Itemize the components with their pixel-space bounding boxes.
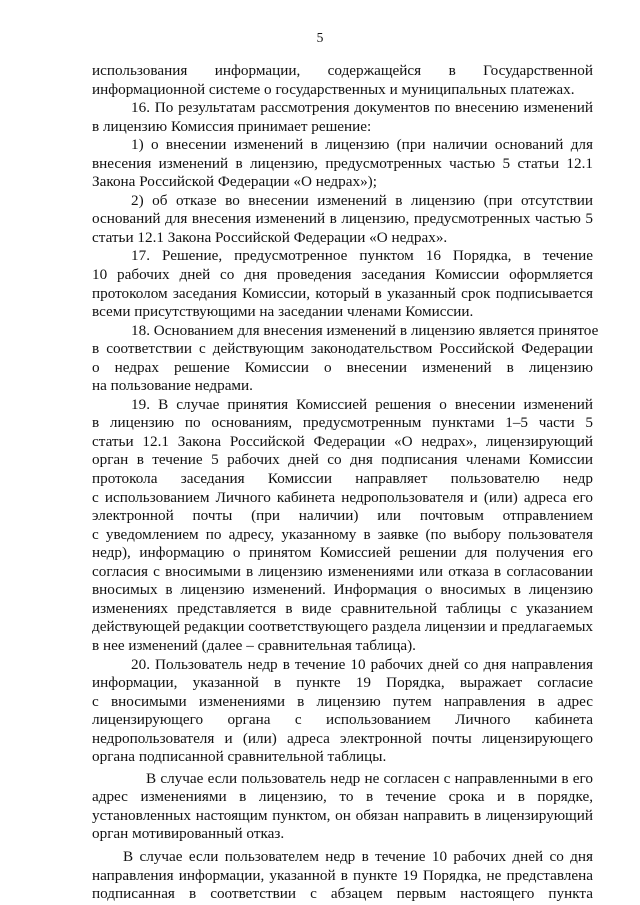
text-line: лицензирующего органа с использованием Личного кабинета [92,711,593,729]
text-line: согласия с вносимыми в лицензию изменениями или отказа в согласовании [92,562,593,580]
text-line: В случае если пользователем недр в течение 10 рабочих дней со дня [123,847,593,865]
text-line: 2) об отказе во внесении изменений в лицензию (при отсутствии [131,191,593,209]
text-line: в нее изменений (далее – сравнительная таблица). [92,636,416,654]
text-line: информации, указанной в пункте 19 Порядка, выражает согласие [92,674,593,692]
text-line: 18. Основанием для внесения изменений в лицензию является принятое [131,321,599,339]
text-line: установленных настоящим пунктом, он обязан направить в лицензирующий [92,806,593,824]
text-line: в соответствии с действующим законодательством Российской Федерации [92,340,593,358]
text-line: органа подписанной сравнительной таблицы. [92,748,387,766]
text-line: 20. Пользователь недр в течение 10 рабочих дней со дня направления [131,655,593,673]
text-line: действующей редакции соответствующего раздела лицензии и предлагаемых [92,618,593,636]
text-line: статьи 12.1 Закона Российской Федерации «О недрах». [92,228,448,246]
text-line: в лицензию Комиссия принимает решение: [92,117,372,135]
text-line: в лицензию по основаниям, предусмотренным пунктами 1–5 части 5 [92,414,593,432]
text-line: недр), информацию о принятом Комиссией решении для получения его [92,544,593,562]
text-line: с использованием Личного кабинета недропользователя и (или) адреса его [92,488,593,506]
text-line: 17. Решение, предусмотренное пунктом 16 Порядка, в течение [131,247,593,265]
page-number: 5 [316,30,324,45]
text-line: статьи 12.1 Закона Российской Федерации «О недрах», лицензирующий [92,432,593,450]
text-line: подписанная в соответствии с абзацем первым настоящего пункта [92,885,593,903]
text-line: направления информации, указанной в пункте 19 Порядка, не представлена [92,866,593,884]
text-line: вносимых в лицензию изменений. Информация о вносимых в лицензию [92,581,593,599]
text-line: протокола заседания Комиссии направляет пользователю недр [92,470,593,488]
text-line: орган мотивированный отказ. [92,825,285,843]
text-line: о недрах решение Комиссии о внесении изменений в лицензию [92,358,593,376]
text-line: адрес изменениями в лицензию, то в течение срока и в порядке, [92,788,593,806]
text-line: электронной почты (при наличии) или почтовым отправлением [92,507,593,525]
text-line: оснований для внесения изменений в лицензию, предусмотренных частью 5 [92,210,593,228]
text-line: протоколом заседания Комиссии, который в указанный срок подписывается [92,284,593,302]
text-line: 10 рабочих дней со дня проведения заседания Комиссии оформляется [92,266,593,284]
text-line: с уведомлением по адресу, указанному в заявке (по выбору пользователя [92,525,593,543]
text-line: 1) о внесении изменений в лицензию (при наличии оснований для [131,136,593,154]
text-line: информационной системе о государственных и муниципальных платежах. [92,80,575,98]
text-line: использования информации, содержащейся в Государственной [92,62,593,79]
text-line: орган в течение 5 рабочих дней со дня подписания членами Комиссии [92,451,593,469]
text-line: внесения изменений в лицензию, предусмотренных частью 5 статьи 12.1 [92,154,593,172]
text-line: на пользование недрами. [92,377,253,395]
text-line: В случае если пользователь недр не согласен с направленными в его [146,769,593,787]
text-line: недропользователя и (или) адреса электронной почты лицензирующего [92,729,593,747]
text-line: 16. По результатам рассмотрения документов по внесению изменений [131,99,593,117]
document-body [92,62,599,904]
text-line: 19. В случае принятия Комиссией решения о внесении изменений [131,395,593,413]
text-line: всеми присутствующими на заседании членами Комиссии. [92,303,474,321]
text-line: Закона Российской Федерации «О недрах»); [92,173,377,191]
text-line: с вносимыми изменениями в лицензию путем направления в адрес [92,692,593,710]
text-line: изменениях представляется в виде сравнительной таблицы с указанием [92,599,593,617]
